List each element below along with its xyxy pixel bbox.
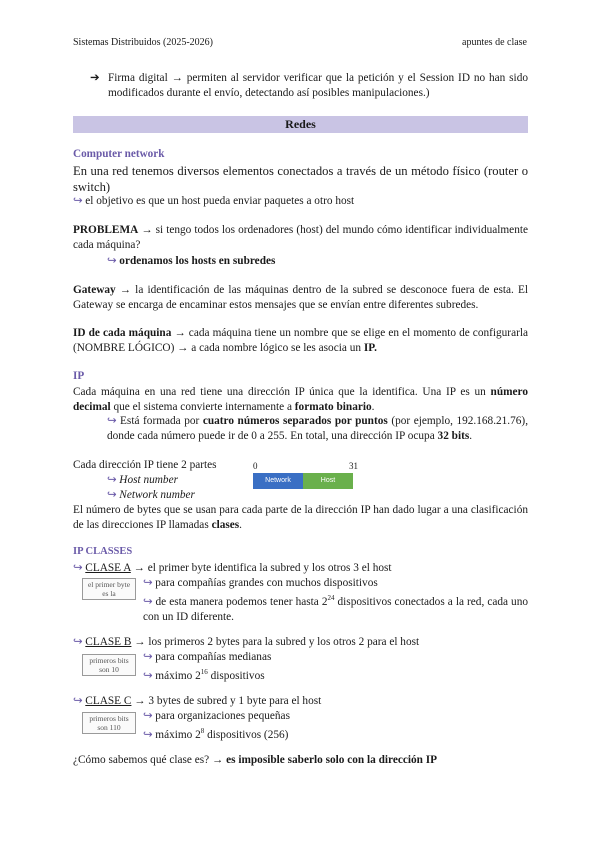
sub-arrow-icon: ↪ [143,710,153,722]
header-left: Sistemas Distribuidos (2025-2026) [73,37,213,48]
sub-arrow-icon: ↪ [107,255,117,267]
computer-network-heading: Computer network [73,148,165,160]
ip-diagram-end: 31 [349,461,358,471]
clase-c-thumbnail: primeros bits son 110 [82,712,136,734]
computer-network-sub: ↪ el objetivo es que un host pueda enviar paquetes a otro host [73,195,355,207]
id-maquina-label: ID de cada máquina [73,327,172,339]
sub-arrow-icon: ↪ [73,636,83,648]
arrow-bullet-icon: ➔ [90,72,100,84]
ip-paragraph: Cada máquina en una red tiene una dirección IP única que la identifica. Una IP es un número decimal que el sistema convierte internamente a formato binario. [73,386,528,413]
header-right: apuntes de clase [462,37,527,48]
ip-classes-heading: IP CLASSES [73,546,133,557]
sub-arrow-icon: ↪ [143,577,153,589]
clase-b-thumbnail: primeros bits son 10 [82,654,136,676]
clase-a-line: ↪ CLASE A → el primer byte identifica la subred y los otros 3 el host [73,562,392,574]
clase-b-bullet-2: ↪ máximo $2^{16}$ dispositivos [143,668,265,682]
sub-arrow-icon: ↪ [143,651,153,663]
ip-diagram-bar [253,473,353,489]
ip-part-network: ↪ Network number [107,489,195,501]
clase-a-thumbnail: el primer byte es la [82,578,136,600]
ip-sub-paragraph: ↪ Está formada por cuatro números separados por puntos (por ejemplo, 192.168.21.76), donde cada número puede ir de 0 a 255. En total, una dirección IP ocupa 32 bits. [107,415,529,442]
ip-heading: IP [73,370,85,382]
sub-arrow-icon: ↪ [73,695,83,707]
id-maquina-paragraph: ID de cada máquina → cada máquina tiene un nombre que se elige en el momento de configurarla (NOMBRE LÓGICO) → a cada nombre lógico se les asocia un IP. [73,327,529,354]
clase-b-line: ↪ CLASE B → los primeros 2 bytes para la subred y los otros 2 para el host [73,636,420,648]
problema-paragraph: PROBLEMA → si tengo todos los ordenadores (host) del mundo cómo identificar individualmente cada máquina? [73,224,528,251]
class-question: ¿Cómo sabemos qué clase es? → es imposible saberlo solo con la dirección IP [73,754,438,766]
ip-classes-paragraph: El número de bytes que se usan para cada parte de la dirección IP han dado lugar a una clasificación de las direcciones IP llamadas clases. [73,504,528,531]
ip-parts-intro: Cada dirección IP tiene 2 partes [73,459,217,471]
clase-b-bullet-1: ↪ para compañías medianas [143,651,272,663]
problema-answer: ↪ ordenamos los hosts en subredes [107,255,276,267]
clase-a-bullet-1: ↪ para compañías grandes con muchos dispositivos [143,577,378,589]
ip-part-host: ↪ Host number [107,474,178,486]
clase-c-label: CLASE C [85,695,132,707]
clase-a-bullet-2: ↪ de esta manera podemos tener hasta $2^{24}$ dispositivos conectados a la red, cada uno con un ID diferente. [143,594,528,623]
intro-text: Firma digital → permiten al servidor verificar que la petición y el Session ID no han sido modificados durante el envío, detectando así posibles manipulaciones.) [108,72,528,99]
clase-c-bullet-1: ↪ para organizaciones pequeñas [143,710,290,722]
clase-c-bullet-2: ↪ máximo $2^8$ dispositivos (256) [143,727,289,741]
sub-arrow-icon: ↪ [107,489,117,501]
sub-arrow-icon: ↪ [143,669,153,682]
clase-a-label: CLASE A [85,562,131,574]
section-title: Redes [73,116,528,133]
sub-arrow-icon: ↪ [143,728,153,741]
ip-network-segment: Network [253,473,303,489]
sub-arrow-icon: ↪ [143,595,153,608]
sub-arrow-icon: ↪ [107,415,117,427]
clase-c-line: ↪ CLASE C → 3 bytes de subred y 1 byte para el host [73,695,322,707]
problema-label: PROBLEMA [73,224,139,236]
clase-b-label: CLASE B [85,636,132,648]
gateway-paragraph: Gateway → la identificación de las máquinas dentro de la subred se desconoce fuera de esta. El Gateway se encarga de encaminar estos mensajes que se envían entre diferentes subredes. [73,284,528,311]
computer-network-text: En una red tenemos diversos elementos conectados a través de un método físico (router o switch) [73,164,528,194]
gateway-label: Gateway [73,284,116,296]
ip-host-segment: Host [303,473,353,489]
ip-diagram-start: 0 [253,461,258,471]
sub-arrow-icon: ↪ [107,474,117,486]
sub-arrow-icon: ↪ [73,195,83,207]
sub-arrow-icon: ↪ [73,562,83,574]
